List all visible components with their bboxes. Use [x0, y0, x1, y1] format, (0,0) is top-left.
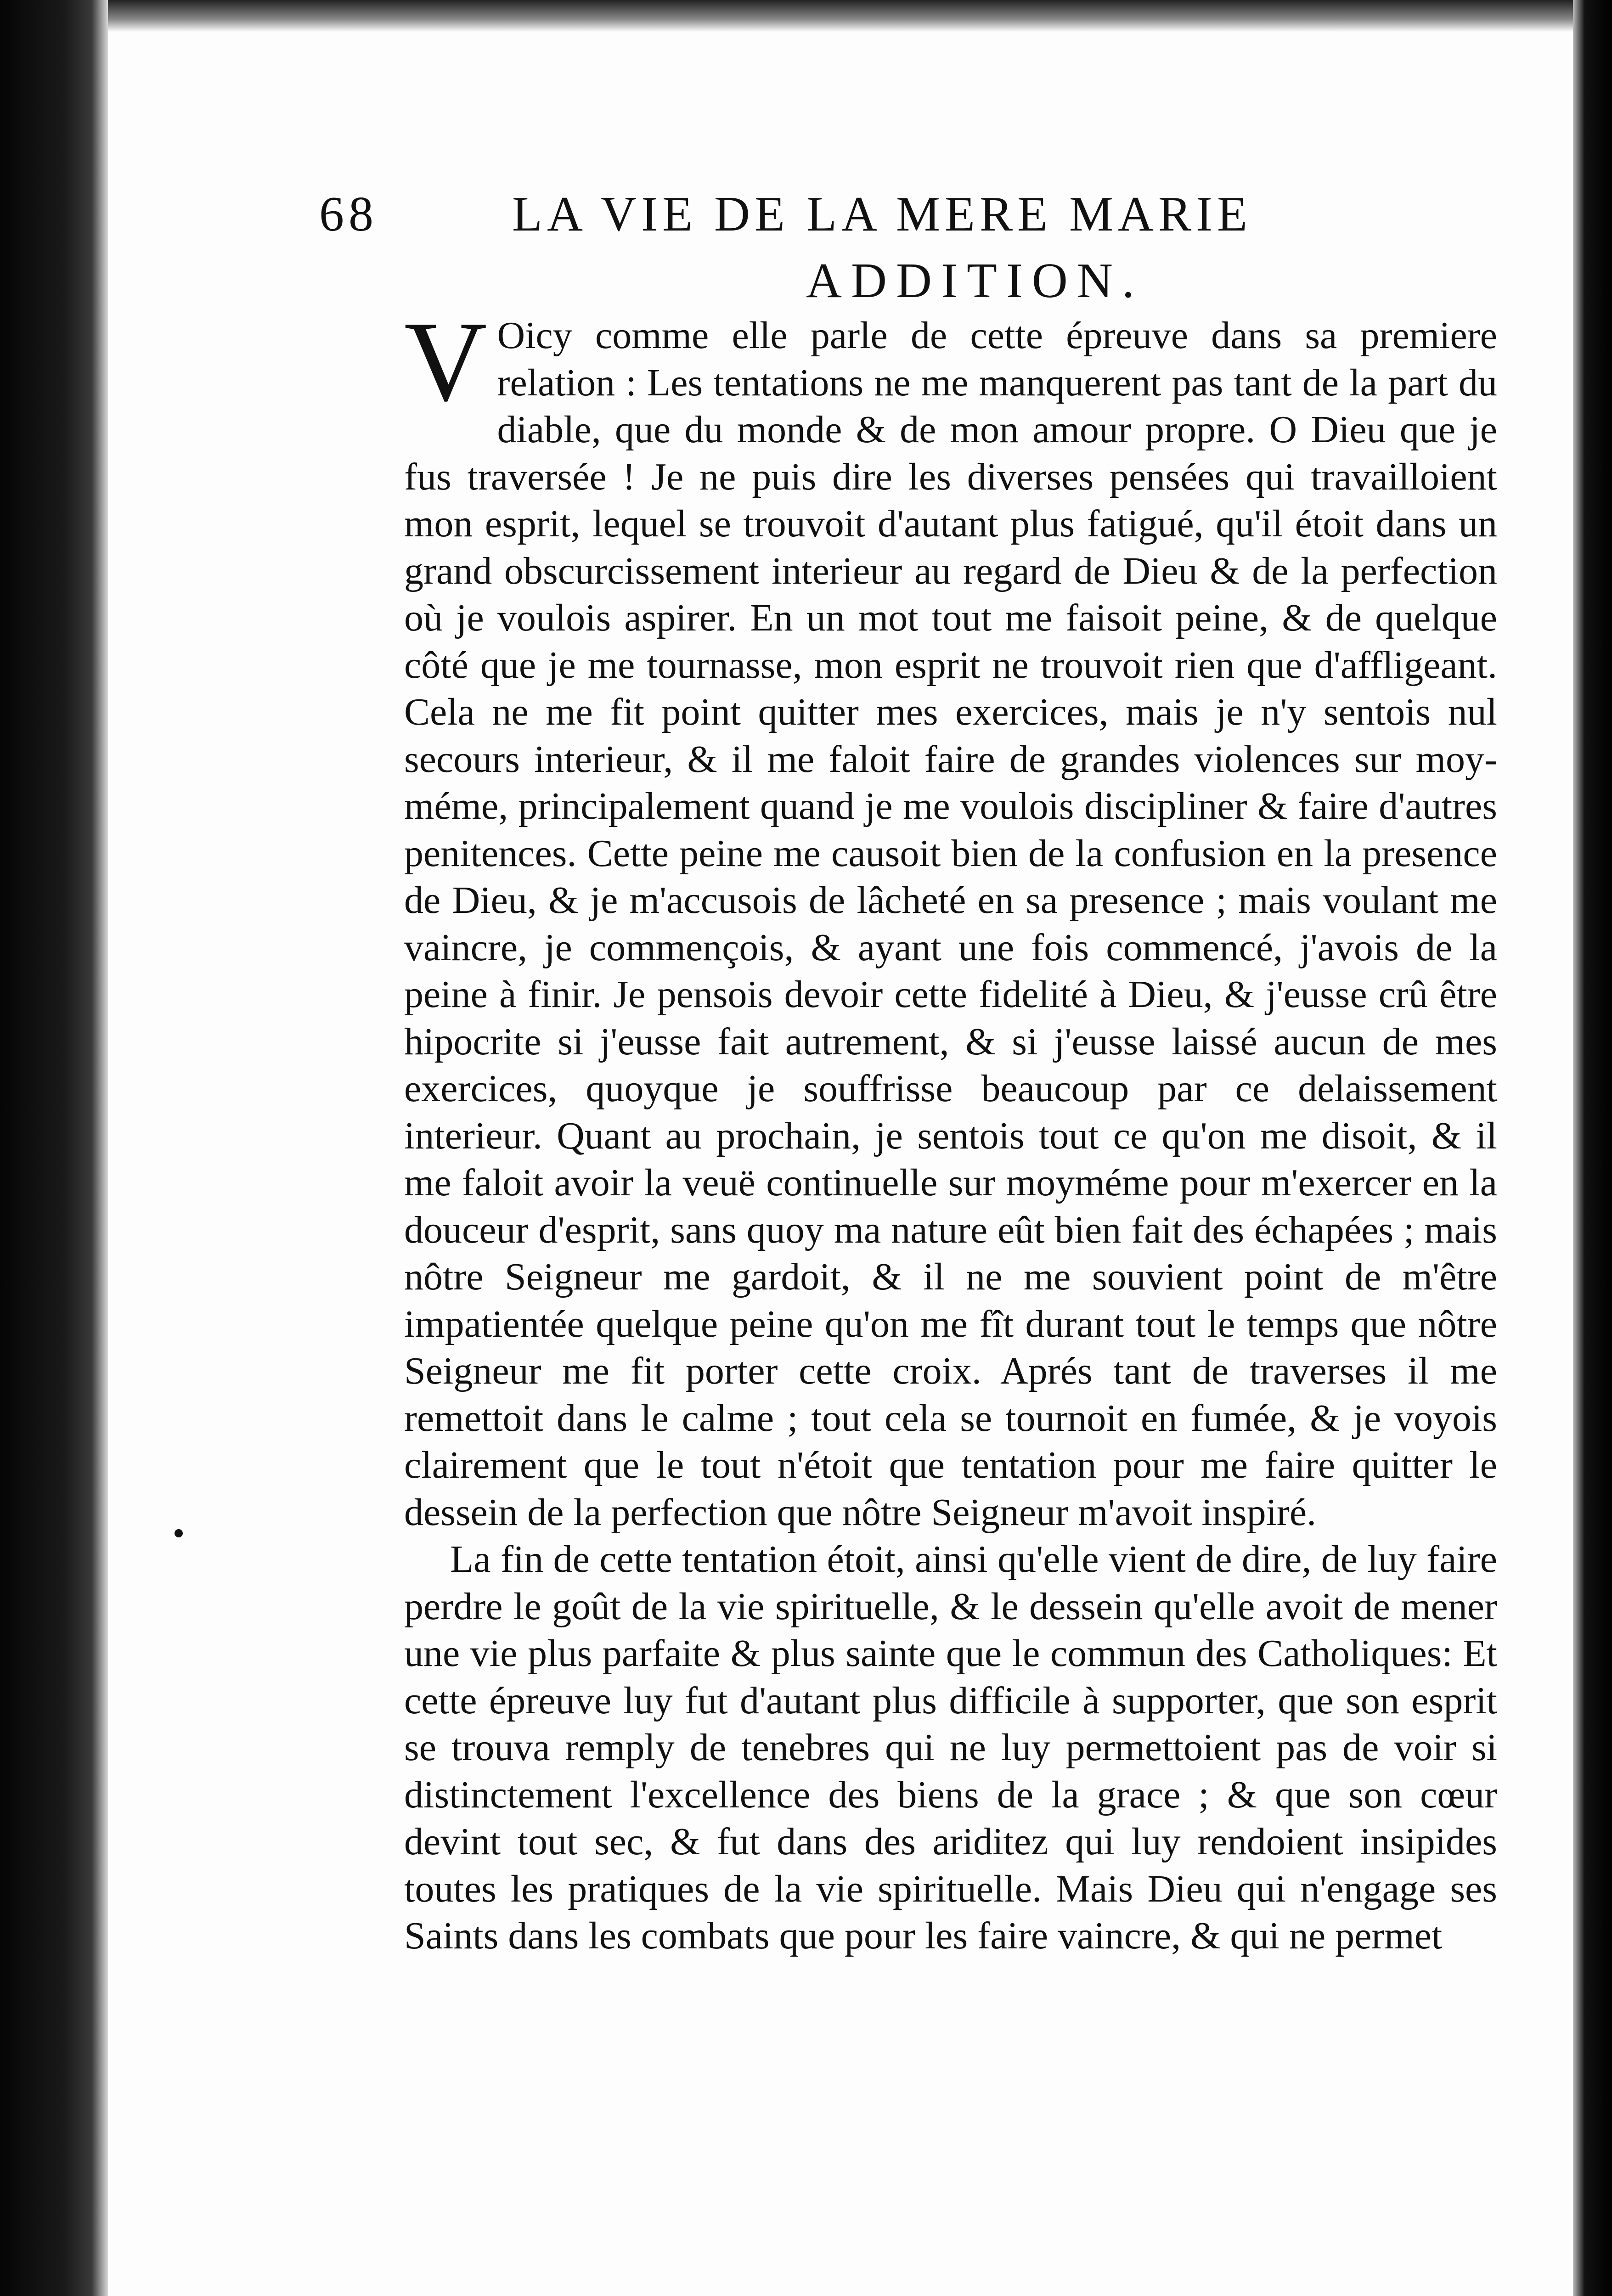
paragraph-first — [404, 298, 1497, 1536]
scan-right-margin — [1573, 0, 1612, 2296]
drop-cap: V — [404, 298, 487, 425]
paragraph-second: La fin de cette tentation étoit, ainsi qu'elle vient de dire, de luy faire perdre le goût de la vie spirituelle, & le dessein qu'elle avoit de mener une vie plus parfaite & plus sainte que le commun des Catholiques: Et cette épreuve luy fut d'autant plus difficile à supporter, que son esprit se trouva remply de tenebres qui ne luy permettoient pas de voir si distinctement l'excellence des biens de la grace ; & que son cœur devint tout sec, & fut dans des ariditez qui luy rendoient insipides toutes les pratiques de la vie spirituelle. Mais Dieu qui n'engage ses Saints dans les combats que pour les faire vaincre, & qui ne permet — [404, 1538, 1497, 1957]
scan-left-margin — [0, 0, 108, 2296]
paragraph-first-text: Oicy comme elle parle de cette épreuve dans sa premiere relation : Les tentations ne me manquerent pas tant de la part du diable, que du monde & de mon amour propre. O Dieu que je fus traversée ! Je ne puis dire les diverses pensées qui travailloient mon esprit, lequel se trouvoit d'autant plus fatigué, qu'il étoit dans un grand obscurcissement interieur au regard de Dieu & de la perfection où je voulois aspirer. En un mot tout me faisoit peine, & de quelque côté que je me tournasse, mon esprit ne trouvoit rien que d'affligeant. Cela ne me fit point quitter mes exercices, mais je n'y sentois nul secours interieur, & il me faloit faire de grandes violences sur moy-méme, principalement quand je me voulois discipliner & faire d'autres penitences. Cette peine me causoit bien de la confusion en la presence de Dieu, & je m'accusois de lâcheté en sa presence ; mais voulant me vaincre, je commençois, & ayant une fois commencé, j'avois de la peine à finir. Je pensois devoir cette fidelité à Dieu, & j'eusse crû être hipocrite si j'eusse fait autrement, & si j'eusse laissé aucun de mes exercices, quoyque je souffrisse beaucoup par ce delaissement interieur. Quant au prochain, je sentois tout ce qu'on me disoit, & il me faloit avoir la veuë continuelle sur moyméme pour m'exercer en la douceur d'esprit, sans quoy ma nature eût bien fait des échapées ; mais nôtre Seigneur me gardoit, & il ne me souvient point de m'être impatientée quelque peine qu'on me fît durant tout le temps que nôtre Seigneur me fit porter cette croix. Aprés tant de traverses il me remettoit dans le calme ; tout cela se tournoit en fumée, & je voyois clairement que le tout n'étoit que tentation pour me faire quitter le dessein de la perfection que nôtre Seigneur m'avoit inspiré. — [404, 314, 1497, 1534]
page-header — [319, 186, 1398, 255]
ink-speck — [175, 1529, 183, 1537]
body-text — [404, 298, 1497, 1960]
page-number: 68 — [319, 187, 378, 242]
running-title: LA VIE DE LA MERE MARIE — [512, 187, 1252, 242]
section-title: ADDITION. — [806, 253, 1144, 308]
scan-top-margin — [108, 0, 1573, 32]
